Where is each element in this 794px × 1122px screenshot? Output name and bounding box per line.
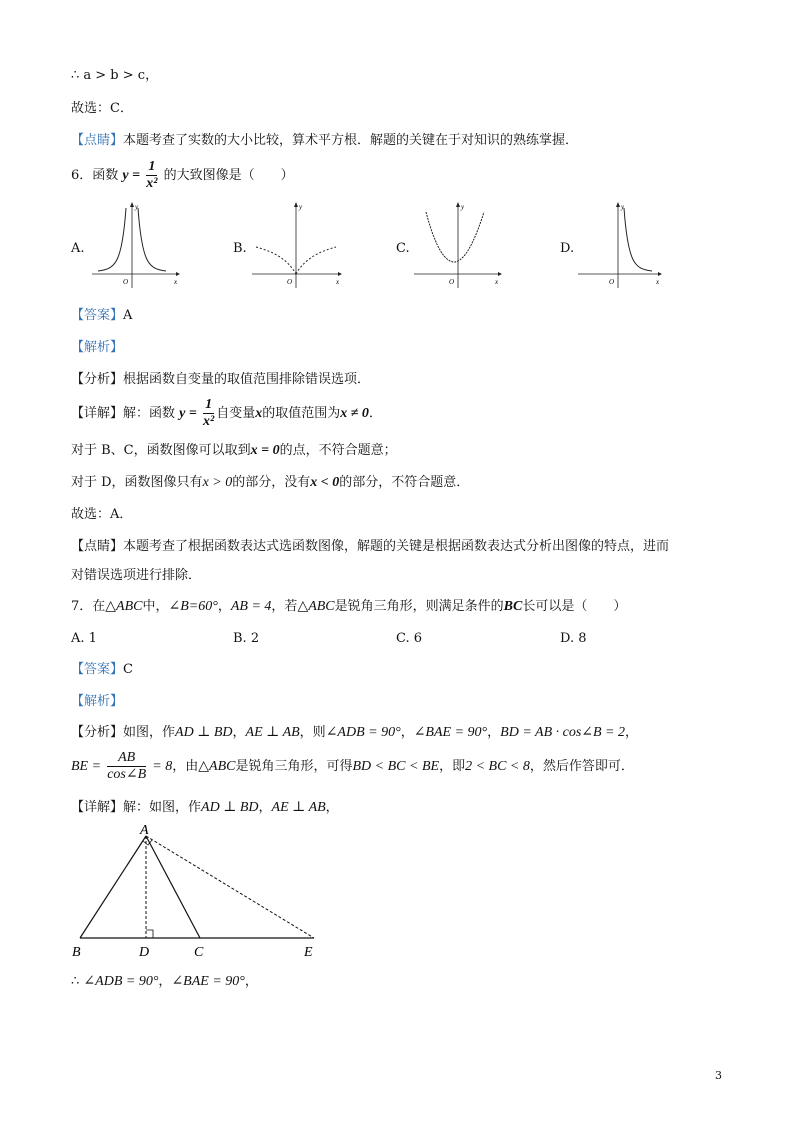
q7-fig-label-e: E [304, 945, 313, 960]
q7-answer-tag: 【答案】 [71, 662, 124, 677]
q6-graph-a-x-label: x [174, 278, 178, 286]
q6-graph-d [576, 200, 666, 290]
dianjing-tag: 【点睛】 [71, 133, 124, 148]
q7-last-adb: ∠ADB = 90° [83, 974, 159, 989]
q6-d-c: 的部分，不符合题意． [339, 475, 470, 490]
q7-jiexi-tag: 【解析】 [71, 694, 124, 709]
q6-answer: A [123, 308, 133, 323]
q7-last-bae: ∠BAE = 90° [171, 974, 245, 989]
q6-xiangjie-end: ． [368, 406, 382, 421]
q7-xiangjie-line [71, 798, 339, 818]
q6-graph-d-origin: O [609, 278, 615, 286]
dianjing-text: 本题考查了实数的大小比较，算术平方根．解题的关键在于对知识的熟练掌握． [123, 133, 579, 148]
q6-choose-line: 故选：A． [71, 507, 133, 522]
q6-stem [71, 158, 294, 194]
q6-xiangjie-line [71, 396, 382, 432]
q6-bc-cond: x = 0 [250, 443, 280, 458]
q6-fraction [146, 159, 157, 192]
q7-option-b: B. 2 [233, 631, 260, 646]
q7-therefore: ∴ [71, 974, 80, 989]
choose-c-line: 故选：C． [71, 101, 133, 116]
q7-ineq2: 2 < BC < 8 [465, 759, 530, 774]
q6-graph-d-x-label: x [656, 278, 660, 286]
dianjing-line-q5 [71, 131, 578, 151]
q7-stem-a: 7．在 [71, 599, 106, 614]
q6-stem-prefix: 6．函数 [71, 168, 119, 183]
q6-fenxi-line [71, 370, 370, 390]
q6-bc-b: 的点，不符合题意； [279, 443, 397, 458]
q6-bc-line [71, 441, 397, 461]
q6-xiangjie-x: x [255, 406, 263, 421]
q6-dianjing-line1 [71, 537, 669, 557]
q6-option-b-label: B. [233, 241, 247, 256]
q6-graph-c-origin: O [449, 278, 455, 286]
q6-graph-b-x-label: x [336, 278, 340, 286]
q6-xiangjie-frac-den: x² [203, 414, 215, 429]
q6-graph-a-y-label: y [135, 203, 139, 211]
q7-be-fraction [107, 750, 146, 783]
q6-option-a-label: A. [71, 241, 85, 256]
q6-d-a: 对于 D，函数图像只有 [71, 475, 203, 490]
q6-jiexi-tag: 【解析】 [71, 340, 124, 355]
q6-graph-d-y-label: y [621, 203, 625, 211]
q6-d-line [71, 473, 469, 493]
q7-bd-eq: BD = AB · cos∠B = 2 [500, 725, 626, 740]
q6-graph-a-origin: O [123, 278, 129, 286]
q7-tri2: △ABC [297, 599, 335, 614]
q7-tri3: △ABC [198, 759, 236, 774]
q7-be-rhs: = 8 [152, 759, 173, 774]
q6-graph-b [250, 200, 346, 290]
q6-graph-c [412, 200, 508, 290]
q6-d-cond2: x < 0 [310, 475, 340, 490]
q6-graph-a [90, 200, 182, 290]
q7-ineq1: BD < BC < BE [352, 759, 440, 774]
q6-answer-tag: 【答案】 [71, 308, 124, 323]
page-number: 3 [715, 1069, 722, 1082]
q6-xiangjie-b: 自变量 [216, 406, 256, 421]
q7-fenxi-tag: 【分析】 [71, 725, 124, 740]
q7-fenxi-line2 [71, 749, 634, 785]
q7-sep: ， [217, 599, 231, 614]
q7-answer-line [71, 660, 133, 680]
q7-option-c: C. 6 [396, 631, 423, 646]
q6-option-d-label: D. [560, 241, 575, 256]
q6-jiexi-line [71, 338, 123, 358]
q6-xiangjie-lhs: y = [179, 406, 197, 421]
q7-angle-b: ∠B=60° [168, 599, 218, 614]
q7-line2-a: ，由 [172, 759, 199, 774]
therefore-line: ∴ a > b > c， [71, 68, 159, 83]
q7-be-den: cos∠B [107, 767, 147, 782]
q6-dianjing-line2: 对错误选项进行排除． [71, 568, 202, 583]
q7-comma-1: ， [232, 725, 246, 740]
q6-xiangjie-a: 解：函数 [123, 406, 176, 421]
q7-ab: AB = 4 [230, 599, 272, 614]
q6-xiangjie-fraction [203, 397, 214, 430]
q7-ad-bd: AD ⊥ BD [175, 725, 233, 740]
q7-jiexi-line [71, 692, 123, 712]
q6-graph-b-y-label: y [299, 203, 303, 211]
q7-comma-2: ， [400, 725, 414, 740]
q7-xiangjie-ae-ab: AE ⊥ AB [271, 800, 326, 815]
q7-answer: C [123, 662, 133, 677]
q7-xiangjie-ad-bd: AD ⊥ BD [201, 800, 259, 815]
q7-last-end: ， [244, 974, 258, 989]
q6-answer-line [71, 306, 132, 326]
q6-fenxi-text: 根据函数自变量的取值范围排除错误选项． [123, 372, 371, 387]
q7-bc: BC [503, 599, 523, 614]
q7-option-a: A. 1 [71, 631, 97, 646]
q6-graph-c-y-label: y [461, 203, 465, 211]
q7-stem-e: 长可以是（ ） [522, 599, 627, 614]
q7-triangle-figure [66, 822, 336, 962]
q7-be-num: AB [107, 750, 146, 767]
q6-graph-c-x-label: x [495, 278, 499, 286]
q7-adb: ∠ADB = 90° [325, 725, 401, 740]
q6-stem-suffix: 的大致图像是（ ） [163, 168, 294, 183]
q6-xiangjie-c: 的取值范围为 [262, 406, 341, 421]
q6-d-cond1: x > 0 [202, 475, 233, 490]
q7-xiangjie-comma-1: ， [258, 800, 272, 815]
q7-bae: ∠BAE = 90° [413, 725, 488, 740]
q7-be-lhs: BE = [71, 759, 102, 774]
q7-fenxi-line1 [71, 723, 638, 743]
q7-fenxi-a: 如图，作 [123, 725, 176, 740]
q6-xiangjie-frac-num: 1 [203, 397, 214, 414]
q7-fig-label-b: B [72, 945, 81, 960]
q7-line2-c: ，即 [439, 759, 466, 774]
q7-last-sep: ， [158, 974, 172, 989]
q7-ae-ab: AE ⊥ AB [245, 725, 300, 740]
q6-dianjing-tag: 【点睛】 [71, 539, 124, 554]
q6-graph-b-origin: O [287, 278, 293, 286]
q6-frac-num: 1 [146, 159, 157, 176]
q7-fig-label-d: D [139, 945, 150, 960]
q7-option-d: D. 8 [560, 631, 587, 646]
q6-xiangjie-cond: x ≠ 0 [340, 406, 369, 421]
q7-line2-b: 是锐角三角形，可得 [235, 759, 353, 774]
q7-stem-c: ，若 [271, 599, 298, 614]
q7-stem-b: 中， [142, 599, 169, 614]
q7-stem-d: 是锐角三角形，则满足条件的 [334, 599, 504, 614]
q7-xiangjie-comma-2: ， [325, 800, 339, 815]
q7-fenxi-b: ，则 [299, 725, 326, 740]
q7-last-line [71, 972, 258, 992]
q7-fig-label-a: A [140, 823, 149, 838]
q6-dianjing-1: 本题考查了根据函数表达式选函数图像，解题的关键是根据函数表达式分析出图像的特点，进而 [123, 539, 670, 554]
q7-stem [71, 597, 626, 617]
q7-line2-d: ，然后作答即可． [529, 759, 634, 774]
q6-option-c-label: C. [396, 241, 410, 256]
q6-stem-lhs: y = [122, 168, 141, 183]
q6-d-b: 的部分，没有 [232, 475, 311, 490]
q7-xiangjie-a: 解：如图，作 [123, 800, 202, 815]
q7-comma-3: ， [487, 725, 501, 740]
q6-frac-den: x² [146, 176, 158, 191]
q7-tri1: △ABC [105, 599, 143, 614]
q7-fig-label-c: C [194, 945, 204, 960]
q7-comma-4: ， [625, 725, 639, 740]
q6-xiangjie-tag: 【详解】 [71, 406, 124, 421]
q6-bc-a: 对于 B、C，函数图像可以取到 [71, 443, 251, 458]
q6-fenxi-tag: 【分析】 [71, 372, 124, 387]
q7-xiangjie-tag: 【详解】 [71, 800, 124, 815]
